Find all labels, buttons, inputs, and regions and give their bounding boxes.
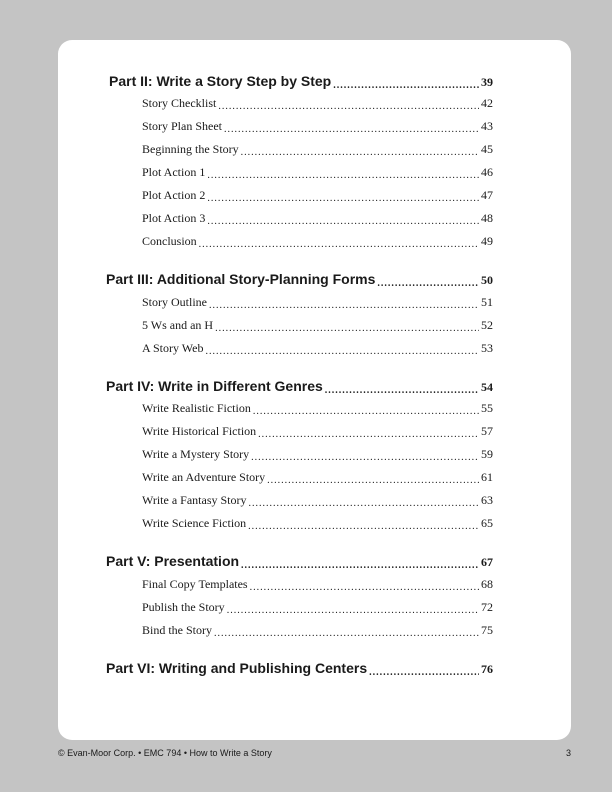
toc-entry-write-a-mystery-story[interactable] bbox=[142, 447, 493, 462]
dot-leader bbox=[218, 101, 479, 111]
dot-leader bbox=[205, 346, 479, 356]
toc-entry-plot-action-1[interactable] bbox=[142, 165, 493, 180]
toc-entry-publish-the-story[interactable] bbox=[142, 600, 493, 615]
dot-leader bbox=[199, 239, 479, 249]
toc-entry-story-plan-sheet[interactable] bbox=[142, 119, 493, 134]
toc-entry-write-historical-fiction[interactable] bbox=[142, 424, 493, 439]
toc-entry-page: 42 bbox=[481, 96, 493, 110]
toc-entry-page: 72 bbox=[481, 600, 493, 614]
toc-entry-page: 76 bbox=[481, 662, 493, 676]
toc-entry-title: Part II: Write a Story Step by Step bbox=[109, 73, 332, 89]
toc-entry-title: Write a Fantasy Story bbox=[142, 493, 247, 507]
toc-entry-page: 75 bbox=[481, 623, 493, 637]
toc-entry-conclusion[interactable] bbox=[142, 234, 493, 249]
dot-leader bbox=[258, 429, 479, 439]
toc-entry-page: 54 bbox=[481, 380, 493, 394]
dot-leader bbox=[214, 628, 479, 638]
dot-leader bbox=[207, 216, 479, 226]
footer-page-number: 3 bbox=[565, 748, 571, 758]
toc-entry-title: Write Historical Fiction bbox=[142, 424, 257, 438]
toc-entry-page: 61 bbox=[481, 470, 493, 484]
dot-leader bbox=[207, 170, 479, 180]
dot-leader bbox=[207, 193, 479, 203]
dot-leader bbox=[333, 80, 479, 90]
toc-entry-page: 49 bbox=[481, 234, 493, 248]
toc-entry-page: 46 bbox=[481, 165, 493, 179]
toc-entry-page: 55 bbox=[481, 401, 493, 415]
toc-entry-title: Part V: Presentation bbox=[106, 553, 240, 569]
dot-leader bbox=[227, 605, 479, 615]
dot-leader bbox=[241, 560, 479, 570]
toc-part-3[interactable] bbox=[106, 271, 493, 288]
toc-part-6[interactable] bbox=[106, 660, 493, 677]
toc-entry-title: 5 Ws and an H bbox=[142, 318, 214, 332]
toc-entry-page: 68 bbox=[481, 577, 493, 591]
toc-entry-title: Publish the Story bbox=[142, 600, 225, 614]
toc-entry-title: Conclusion bbox=[142, 234, 197, 248]
toc-entry-plot-action-3[interactable] bbox=[142, 211, 493, 226]
toc-entry-page: 51 bbox=[481, 295, 493, 309]
toc-entry-write-an-adventure-story[interactable] bbox=[142, 470, 493, 485]
toc-entry-bind-the-story[interactable] bbox=[142, 623, 493, 638]
dot-leader bbox=[224, 124, 479, 134]
dot-leader bbox=[325, 385, 479, 395]
footer-copyright: © Evan-Moor Corp. • EMC 794 • How to Write a Story bbox=[58, 748, 272, 758]
toc-entry-beginning-the-story[interactable] bbox=[142, 142, 493, 157]
toc-entry-page: 63 bbox=[481, 493, 493, 507]
toc-entry-title: Bind the Story bbox=[142, 623, 213, 637]
dot-leader bbox=[241, 147, 479, 157]
toc-entry-story-outline[interactable] bbox=[142, 295, 493, 310]
toc-entry-write-realistic-fiction[interactable] bbox=[142, 401, 493, 416]
dot-leader bbox=[248, 521, 479, 531]
toc-part-4[interactable] bbox=[106, 378, 493, 395]
dot-leader bbox=[249, 498, 480, 508]
toc-entry-title: Part IV: Write in Different Genres bbox=[106, 378, 323, 394]
toc-entry-page: 59 bbox=[481, 447, 493, 461]
toc-entry-5-ws-and-an-h[interactable] bbox=[142, 318, 493, 333]
toc-entry-title: A Story Web bbox=[142, 341, 204, 355]
toc-entry-page: 67 bbox=[481, 555, 493, 569]
toc-entry-final-copy-templates[interactable] bbox=[142, 577, 493, 592]
toc-entry-story-checklist[interactable] bbox=[142, 96, 493, 111]
toc-entry-page: 47 bbox=[481, 188, 493, 202]
dot-leader bbox=[250, 582, 479, 592]
toc-entry-page: 52 bbox=[481, 318, 493, 332]
toc-page bbox=[58, 40, 571, 740]
toc-entry-write-science-fiction[interactable] bbox=[142, 516, 493, 531]
toc-entry-page: 57 bbox=[481, 424, 493, 438]
toc-entry-title: Part III: Additional Story-Planning Forms bbox=[106, 271, 376, 287]
toc-entry-title: Beginning the Story bbox=[142, 142, 239, 156]
toc-entry-title: Story Checklist bbox=[142, 96, 217, 110]
toc-entry-title: Part VI: Writing and Publishing Centers bbox=[106, 660, 368, 676]
toc-part-2[interactable] bbox=[109, 73, 493, 90]
dot-leader bbox=[267, 475, 479, 485]
toc-entry-page: 43 bbox=[481, 119, 493, 133]
toc-entry-write-a-fantasy-story[interactable] bbox=[142, 493, 493, 508]
dot-leader bbox=[209, 300, 479, 310]
toc-entry-title: Story Outline bbox=[142, 295, 207, 309]
toc-entry-page: 53 bbox=[481, 341, 493, 355]
toc-entry-page: 45 bbox=[481, 142, 493, 156]
toc-entry-page: 65 bbox=[481, 516, 493, 530]
toc-entry-a-story-web[interactable] bbox=[142, 341, 493, 356]
page-footer bbox=[58, 748, 571, 758]
toc-entry-title: Plot Action 3 bbox=[142, 211, 206, 225]
toc-entry-title: Final Copy Templates bbox=[142, 577, 248, 591]
toc-entry-title: Plot Action 2 bbox=[142, 188, 206, 202]
toc-entry-title: Write Science Fiction bbox=[142, 516, 247, 530]
toc-entry-page: 39 bbox=[481, 75, 493, 89]
toc-entry-title: Story Plan Sheet bbox=[142, 119, 222, 133]
toc-entry-page: 50 bbox=[481, 273, 493, 287]
toc-part-5[interactable] bbox=[106, 553, 493, 570]
dot-leader bbox=[215, 323, 479, 333]
toc-entry-plot-action-2[interactable] bbox=[142, 188, 493, 203]
toc-entry-title: Write a Mystery Story bbox=[142, 447, 250, 461]
dot-leader bbox=[377, 278, 479, 288]
toc-entry-title: Write an Adventure Story bbox=[142, 470, 266, 484]
toc-entry-title: Write Realistic Fiction bbox=[142, 401, 251, 415]
toc-entry-title: Plot Action 1 bbox=[142, 165, 206, 179]
dot-leader bbox=[251, 452, 479, 462]
dot-leader bbox=[253, 406, 479, 416]
dot-leader bbox=[369, 667, 479, 677]
toc-entry-page: 48 bbox=[481, 211, 493, 225]
